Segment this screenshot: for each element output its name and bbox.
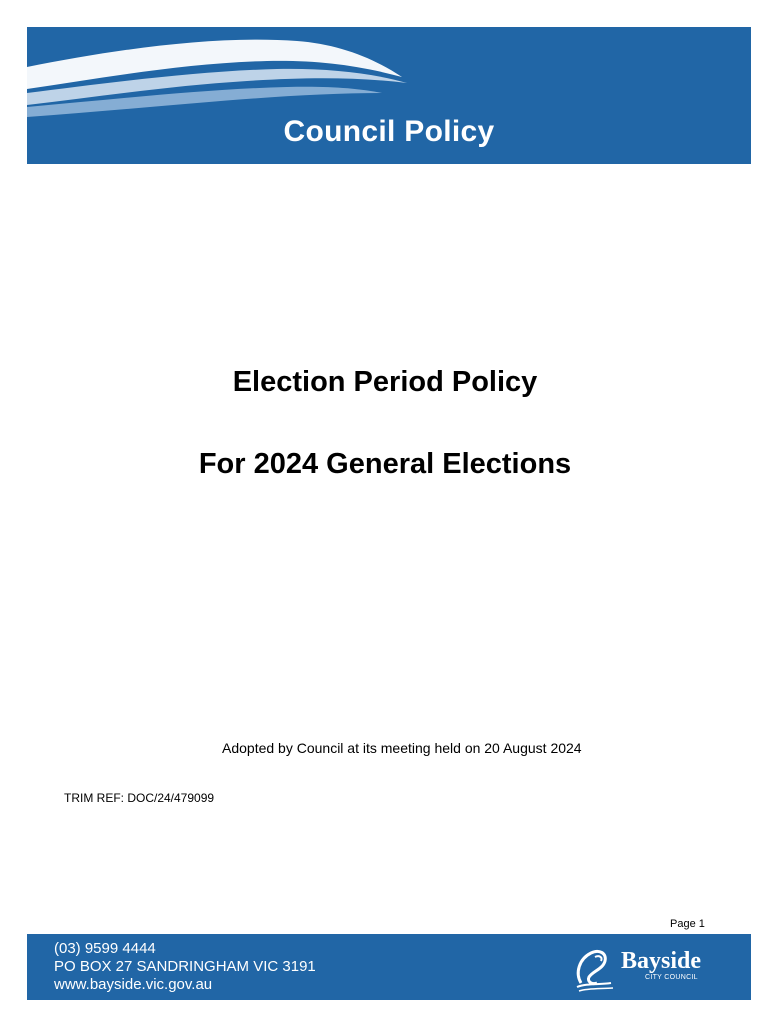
header-title: Council Policy — [283, 115, 495, 148]
postal-address: PO BOX 27 SANDRINGHAM VIC 3191 — [54, 958, 316, 975]
shell-icon — [573, 941, 621, 993]
logo-subtitle: CITY COUNCIL — [645, 974, 698, 981]
page-number: Page 1 — [670, 918, 705, 930]
trim-reference: TRIM REF: DOC/24/479099 — [64, 791, 215, 805]
document-subtitle: For 2024 General Elections — [198, 448, 572, 480]
document-title: Election Period Policy — [232, 366, 538, 398]
bayside-logo — [573, 941, 723, 993]
contact-block — [54, 940, 316, 994]
header-banner — [27, 27, 751, 164]
website-link[interactable]: www.bayside.vic.gov.au — [54, 976, 213, 993]
footer-banner — [27, 934, 751, 1000]
wave-graphic — [27, 27, 751, 117]
logo-wordmark: Bayside — [621, 948, 702, 974]
phone-number: (03) 9599 4444 — [54, 940, 156, 957]
adoption-note: Adopted by Council at its meeting held on 20 August 2024 — [222, 740, 582, 756]
